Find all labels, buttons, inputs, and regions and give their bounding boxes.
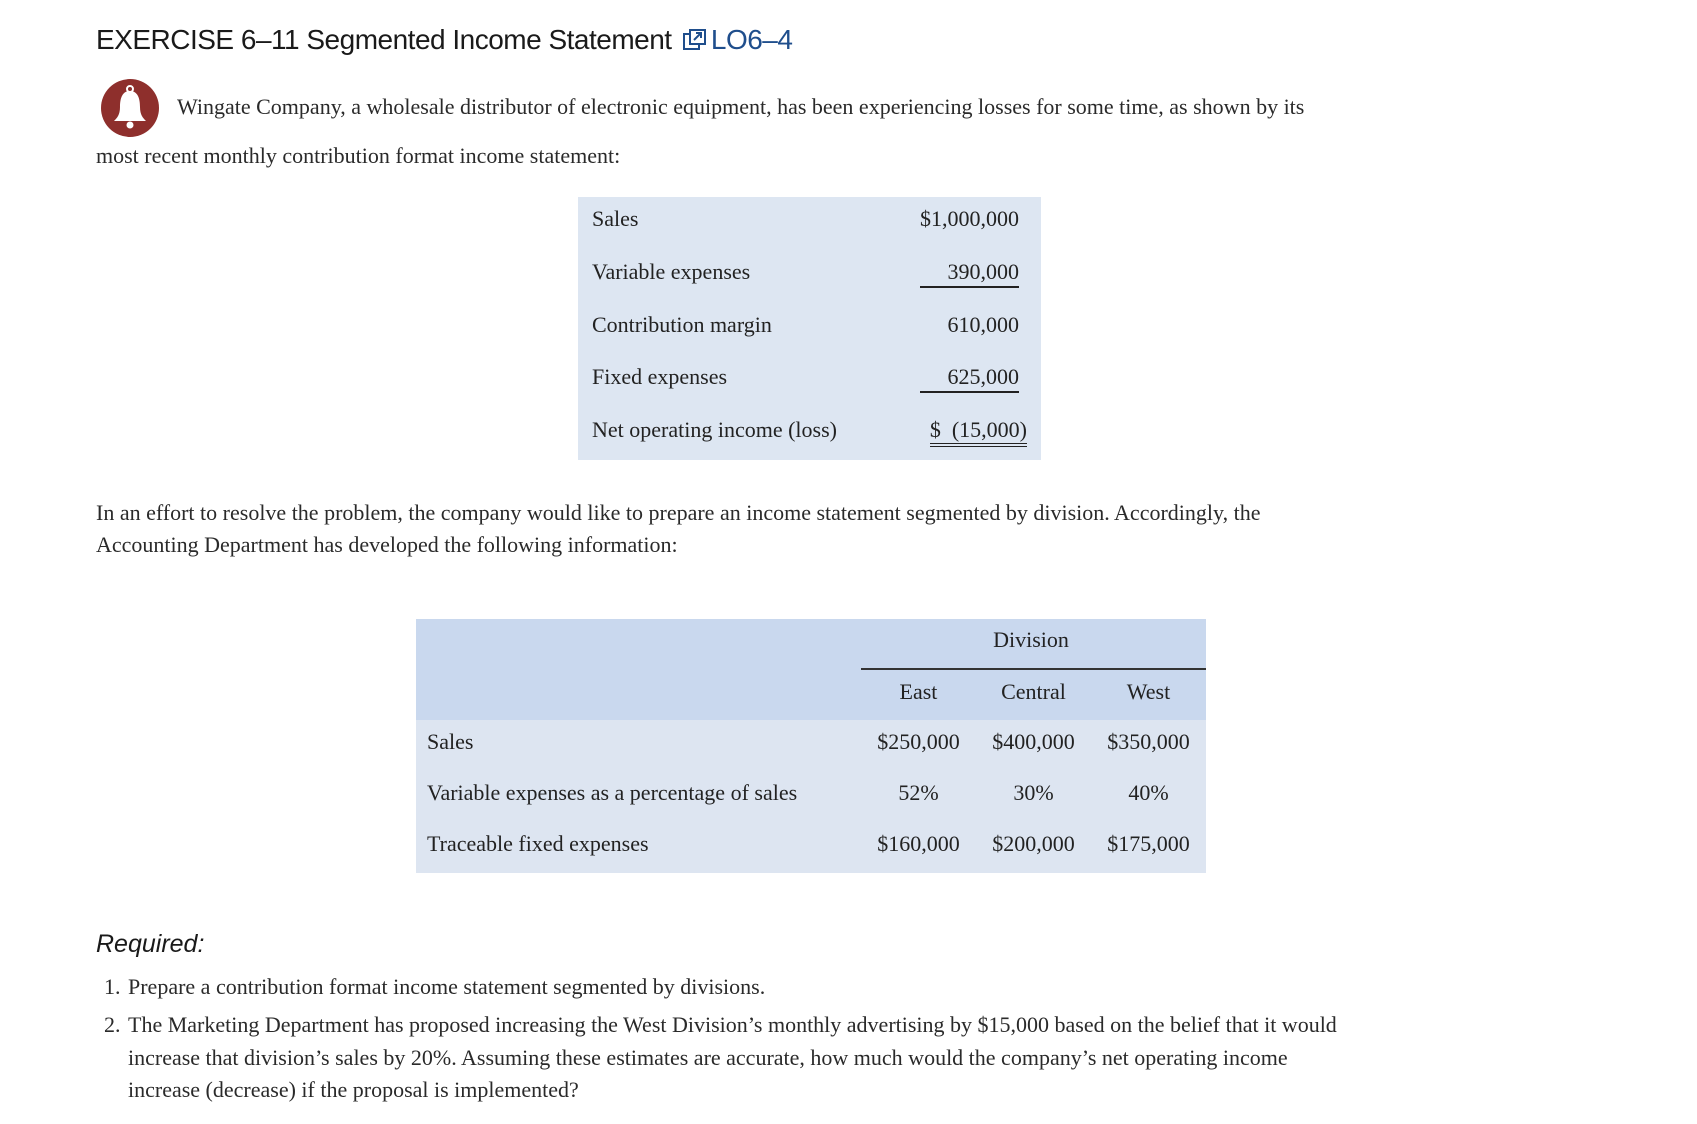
statement-value: 625,000 (920, 364, 1020, 393)
header-rule (861, 668, 1206, 670)
cell: $250,000 (877, 729, 960, 754)
division-table (416, 619, 1206, 873)
column-header-central: Central (1001, 679, 1066, 704)
intro-line-1: Wingate Company, a wholesale distributor of electronic equipment, has been experiencing losses for some time, as shown by its (177, 94, 1305, 119)
cell: 40% (1128, 780, 1169, 805)
required-item-1: Prepare a contribution format income statement segmented by divisions. (128, 974, 766, 999)
row-label: Sales (427, 729, 474, 754)
cell: $175,000 (1107, 831, 1190, 856)
bell-icon (101, 79, 159, 137)
cell: $400,000 (992, 729, 1075, 754)
statement-value: $ (15,000) (930, 417, 1027, 447)
external-link-icon[interactable] (683, 26, 707, 48)
title-text: EXERCISE 6–11 Segmented Income Statement (96, 24, 672, 55)
exercise-title (96, 24, 792, 56)
required-item-2-line-1: The Marketing Department has proposed increasing the West Division’s monthly advertising by $15,000 based on the belief that it would (128, 1012, 1337, 1037)
para2-line-2: Accounting Department has developed the following information: (96, 532, 678, 557)
required-heading: Required: (96, 930, 205, 958)
income-statement-table (578, 197, 1041, 460)
required-item-2-line-2: increase that division’s sales by 20%. Assuming these estimates are accurate, how much would the company’s net operating income (128, 1045, 1288, 1070)
statement-label: Contribution margin (592, 312, 772, 337)
division-header: Division (993, 627, 1069, 652)
learning-objective-link[interactable]: LO6–4 (710, 24, 793, 55)
statement-value: 390,000 (920, 259, 1020, 288)
statement-value: $1,000,000 (920, 206, 1019, 231)
cell: 30% (1013, 780, 1054, 805)
cell: $160,000 (877, 831, 960, 856)
item-number: 1. (104, 974, 121, 999)
row-label: Variable expenses as a percentage of sales (427, 780, 798, 805)
item-number: 2. (104, 1012, 121, 1037)
para2-line-1: In an effort to resolve the problem, the company would like to prepare an income statement segmented by division. Accordingly, the (96, 500, 1261, 525)
statement-label: Variable expenses (592, 259, 751, 284)
statement-label: Net operating income (loss) (592, 417, 837, 442)
row-label: Traceable fixed expenses (427, 831, 649, 856)
intro-line-2: most recent monthly contribution format income statement: (96, 143, 621, 168)
statement-label: Sales (592, 206, 639, 231)
cell: 52% (898, 780, 939, 805)
required-item-2-line-3: increase (decrease) if the proposal is implemented? (128, 1077, 579, 1102)
cell: $200,000 (992, 831, 1075, 856)
cell: $350,000 (1107, 729, 1190, 754)
column-header-west: West (1126, 679, 1171, 704)
statement-label: Fixed expenses (592, 364, 728, 389)
column-header-east: East (899, 679, 938, 704)
statement-value: 610,000 (947, 312, 1019, 337)
